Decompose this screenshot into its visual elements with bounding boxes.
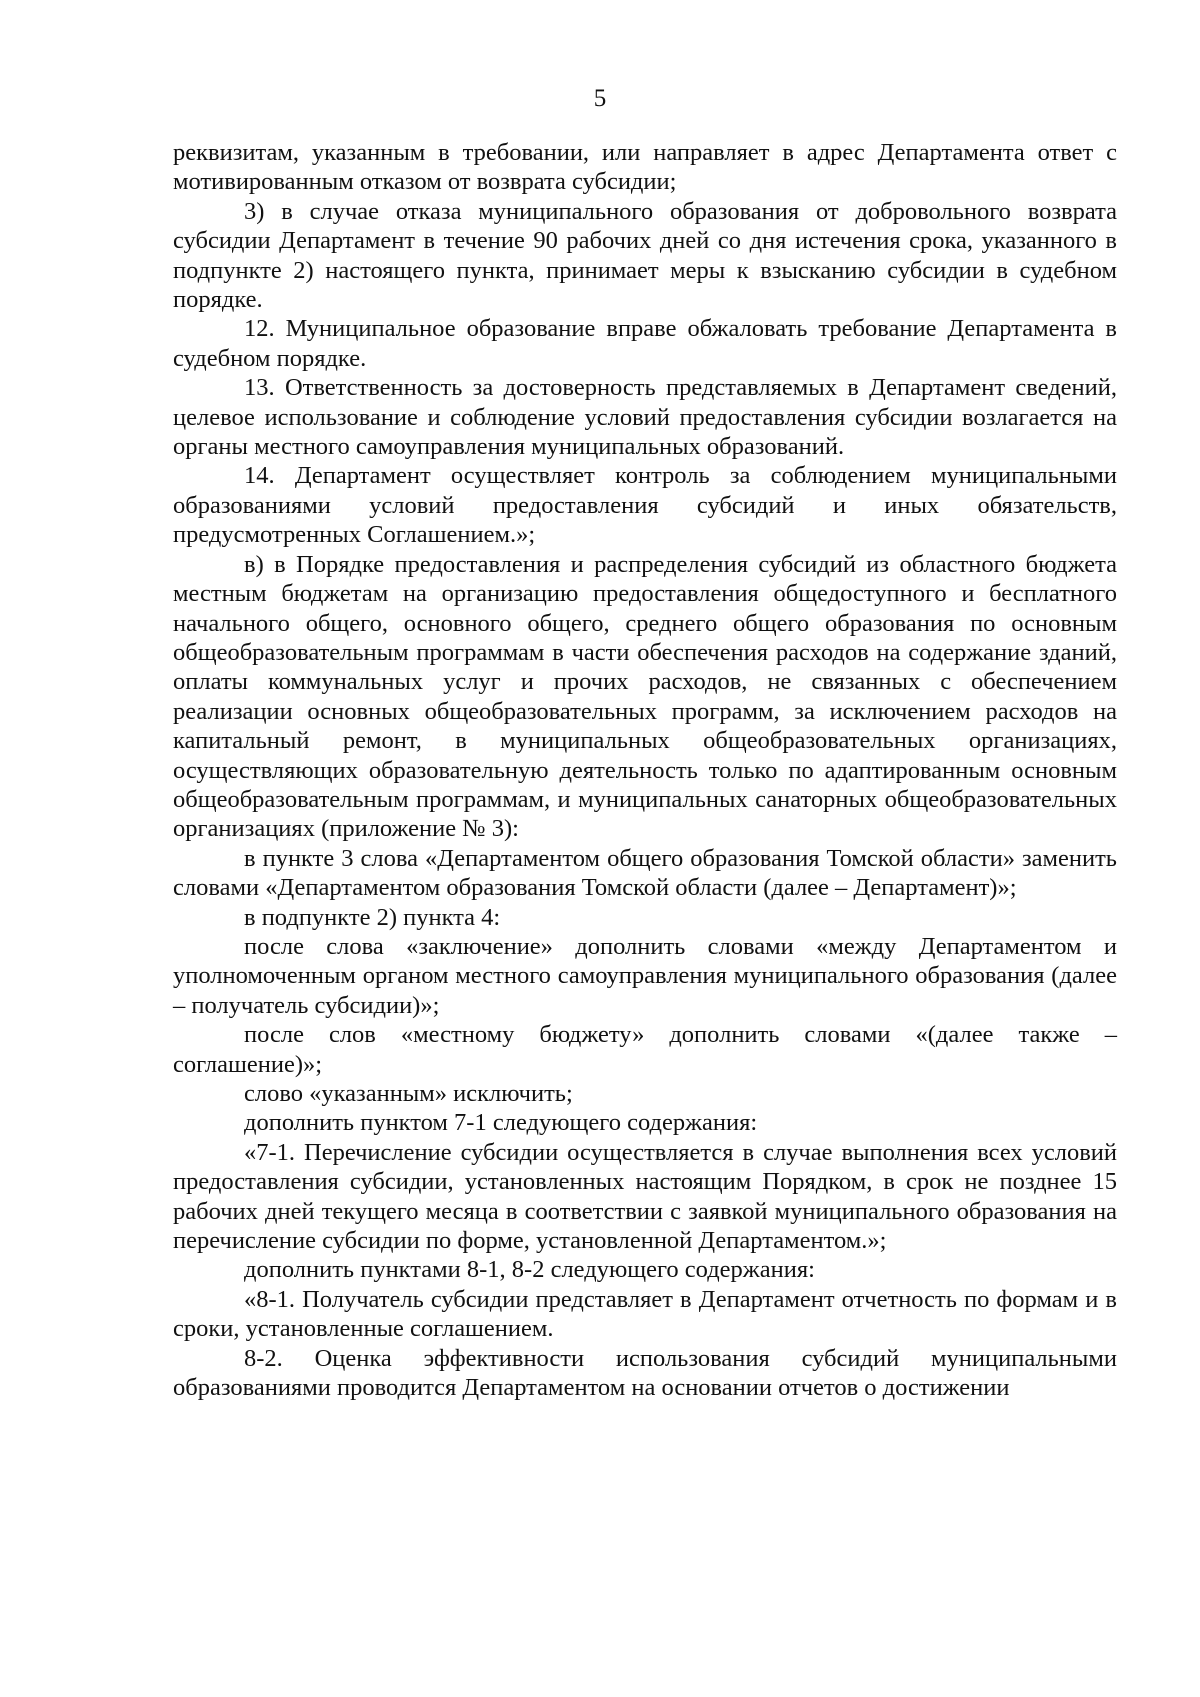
page-number: 5	[593, 85, 607, 112]
paragraph: 3) в случае отказа муниципального образования от добровольного возврата субсидии Департамент в течение 90 рабочих дней со дня истечения срока, указанного в подпункте 2) настоящего пункта, принимает меры к взысканию субсидии в судебном порядке.	[173, 197, 1117, 314]
paragraph: в) в Порядке предоставления и распределения субсидий из областного бюджета местным бюджетам на организацию предоставления общедоступного и бесплатного начального общего, основного общего, среднего общего образования по основным общеобразовательным программам в части обеспечения расходов на содержание зданий, оплаты коммунальных услуг и прочих расходов, не связанных с обеспечением реализации основных общеобразовательных программ, за исключением расходов на капитальный ремонт, в муниципальных общеобразовательных организациях, осуществляющих образовательную деятельность только по адаптированным основным общеобразовательным программам, и муниципальных санаторных общеобразовательных организациях (приложение № 3):	[173, 550, 1117, 843]
paragraph: 8-2. Оценка эффективности использования субсидий муниципальными образованиями проводится Департаментом на основании отчетов о достижении	[173, 1344, 1117, 1402]
paragraph: 13. Ответственность за достоверность представляемых в Департамент сведений, целевое использование и соблюдение условий предоставления субсидии возлагается на органы местного самоуправления муниципальных образований.	[173, 374, 1117, 461]
paragraph: «7-1. Перечисление субсидии осуществляется в случае выполнения всех условий предоставления субсидии, установленных настоящим Порядком, в срок не позднее 15 рабочих дней текущего месяца в соответствии с заявкой муниципального образования на перечисление субсидии по форме, установленной Департаментом.»;	[173, 1138, 1117, 1255]
paragraph: 12. Муниципальное образование вправе обжаловать требование Департамента в судебном порядке.	[173, 315, 1117, 372]
paragraph: дополнить пунктами 8-1, 8-2 следующего содержания:	[244, 1256, 815, 1284]
paragraph: «8-1. Получатель субсидии представляет в Департамент отчетность по формам и в сроки, установленные соглашением.	[173, 1285, 1117, 1343]
paragraph: в пункте 3 слова «Департаментом общего образования Томской области» заменить словами «Департаментом образования Томской области (далее – Департамент)»;	[173, 844, 1117, 902]
paragraph: дополнить пунктом 7-1 следующего содержания:	[244, 1109, 758, 1137]
document-body	[173, 138, 1117, 1402]
paragraph: после слов «местному бюджету» дополнить словами «(далее также – соглашение)»;	[173, 1021, 1117, 1078]
paragraph: после слова «заключение» дополнить словами «между Департаментом и уполномоченным органом местного самоуправления муниципального образования (далее – получатель субсидии)»;	[173, 932, 1117, 1019]
paragraph: в подпункте 2) пункта 4:	[244, 903, 501, 931]
paragraph: реквизитам, указанным в требовании, или направляет в адрес Департамента ответ с мотивированным отказом от возврата субсидии;	[173, 139, 1117, 196]
paragraph: слово «указанным» исключить;	[244, 1080, 573, 1107]
paragraph: 14. Департамент осуществляет контроль за соблюдением муниципальными образованиями условий предоставления субсидий и иных обязательств, предусмотренных Соглашением.»;	[173, 462, 1117, 549]
